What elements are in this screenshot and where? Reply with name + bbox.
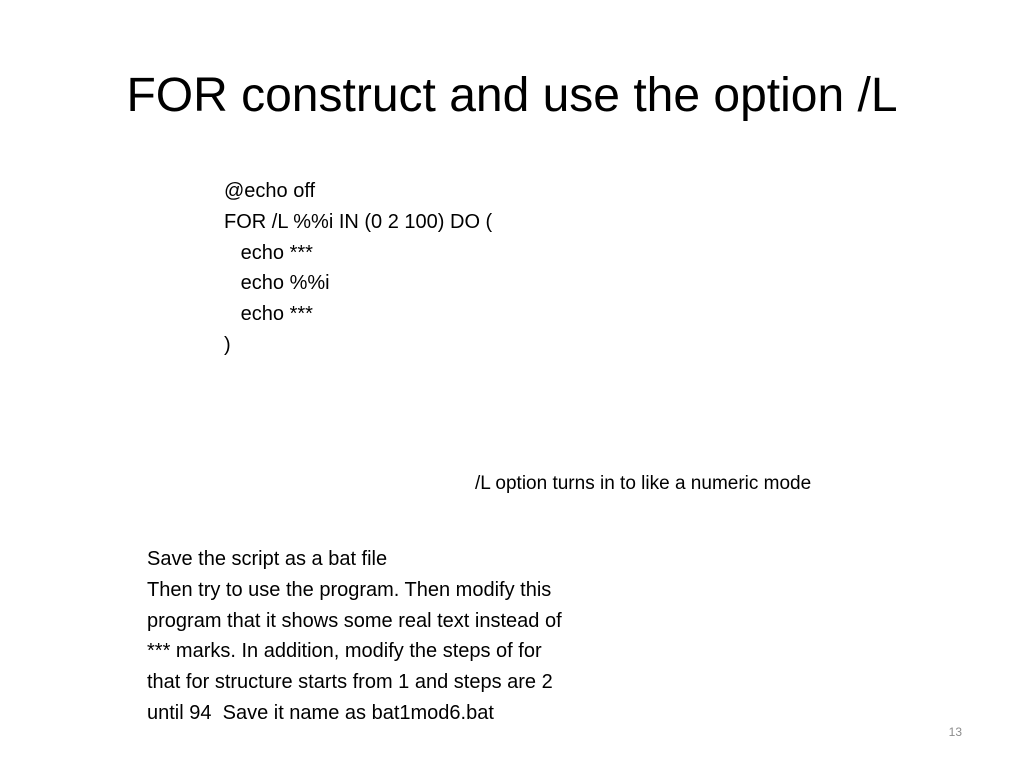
page-number: 13 xyxy=(948,725,962,739)
option-note: /L option turns in to like a numeric mode xyxy=(475,473,812,494)
code-block xyxy=(224,176,492,361)
slide-title: FOR construct and use the option /L xyxy=(126,69,898,122)
instructions-block xyxy=(147,544,562,729)
instruction-line: program that it shows some real text instead of xyxy=(147,609,562,632)
instruction-line: until 94 Save it name as bat1mod6.bat xyxy=(147,701,494,724)
instruction-line: Then try to use the program. Then modify this xyxy=(147,578,552,601)
code-line: FOR /L %%i IN (0 2 100) DO ( xyxy=(224,210,493,233)
code-line: echo %%i xyxy=(224,272,330,295)
code-line: @echo off xyxy=(224,180,316,202)
instruction-line: *** marks. In addition, modify the steps of for xyxy=(147,640,542,663)
code-line: echo *** xyxy=(224,303,313,326)
code-line: ) xyxy=(224,333,231,356)
instruction-line: that for structure starts from 1 and steps are 2 xyxy=(147,671,553,694)
instruction-line: Save the script as a bat file xyxy=(147,548,388,570)
code-line: echo *** xyxy=(224,241,313,264)
